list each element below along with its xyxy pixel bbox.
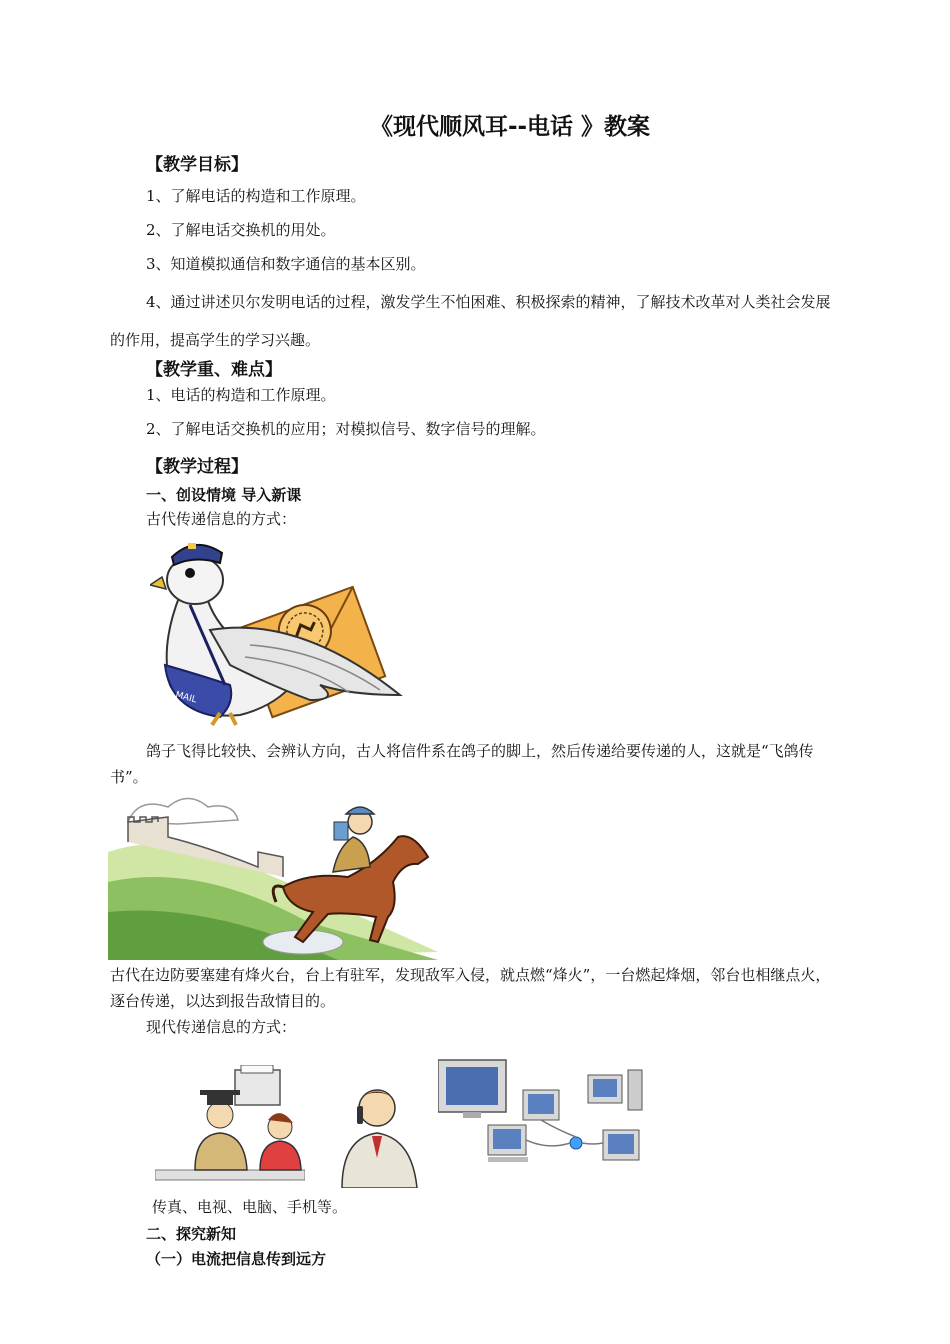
pigeon-description: 鸽子飞得比较快、会辨认方向，古人将信件系在鸽子的脚上，然后传递给要传递的人，这就是“飞鸽传书”。 bbox=[110, 742, 814, 786]
ancient-intro: 古代传递信息的方式： bbox=[146, 510, 297, 528]
mail-bag-label: MAIL bbox=[174, 690, 198, 706]
section-heading-goals: 【教学目标】 bbox=[146, 155, 248, 175]
goal-item-4: 4、通过讲述贝尔发明电话的过程，激发学生不怕困难、积极探索的精神，了解技术改革对人类社会发展的作用，提高学生的学习兴趣。 bbox=[110, 293, 831, 349]
modern-intro: 现代传递信息的方式： bbox=[146, 1018, 297, 1036]
part2-subheading: （一）电流把信息传到远方 bbox=[146, 1250, 327, 1268]
goal-item-1: 1、了解电话的构造和工作原理。 bbox=[146, 187, 366, 205]
part1-heading: 一、创设情境 导入新课 bbox=[146, 486, 302, 504]
beacon-courier-illustration bbox=[108, 792, 438, 960]
pigeon-mail-illustration bbox=[150, 535, 405, 730]
key-point-1: 1、电话的构造和工作原理。 bbox=[146, 386, 336, 404]
fax-phone-illustration bbox=[155, 1065, 305, 1187]
goal-item-3: 3、知道模拟通信和数字通信的基本区别。 bbox=[146, 255, 426, 273]
phone-caller-illustration bbox=[332, 1078, 427, 1188]
computer-network-illustration bbox=[438, 1055, 658, 1173]
goal-item-2: 2、了解电话交换机的用处。 bbox=[146, 221, 336, 239]
key-point-2: 2、了解电话交换机的应用；对模拟信号、数字信号的理解。 bbox=[146, 420, 546, 438]
part2-heading: 二、探究新知 bbox=[146, 1225, 237, 1243]
section-heading-process: 【教学过程】 bbox=[146, 457, 248, 477]
section-heading-key-points: 【教学重、难点】 bbox=[146, 360, 282, 380]
page-title: 《现代顺风耳--电话 》教案 bbox=[369, 114, 651, 140]
beacon-description: 古代在边防要塞建有烽火台，台上有驻军，发现敌军入侵，就点燃“烽火”，一台燃起烽烟，邻台也相继点火，逐台传递，以达到报告敌情目的。 bbox=[110, 966, 831, 1010]
modern-caption: 传真、电视、电脑、手机等。 bbox=[152, 1198, 348, 1216]
